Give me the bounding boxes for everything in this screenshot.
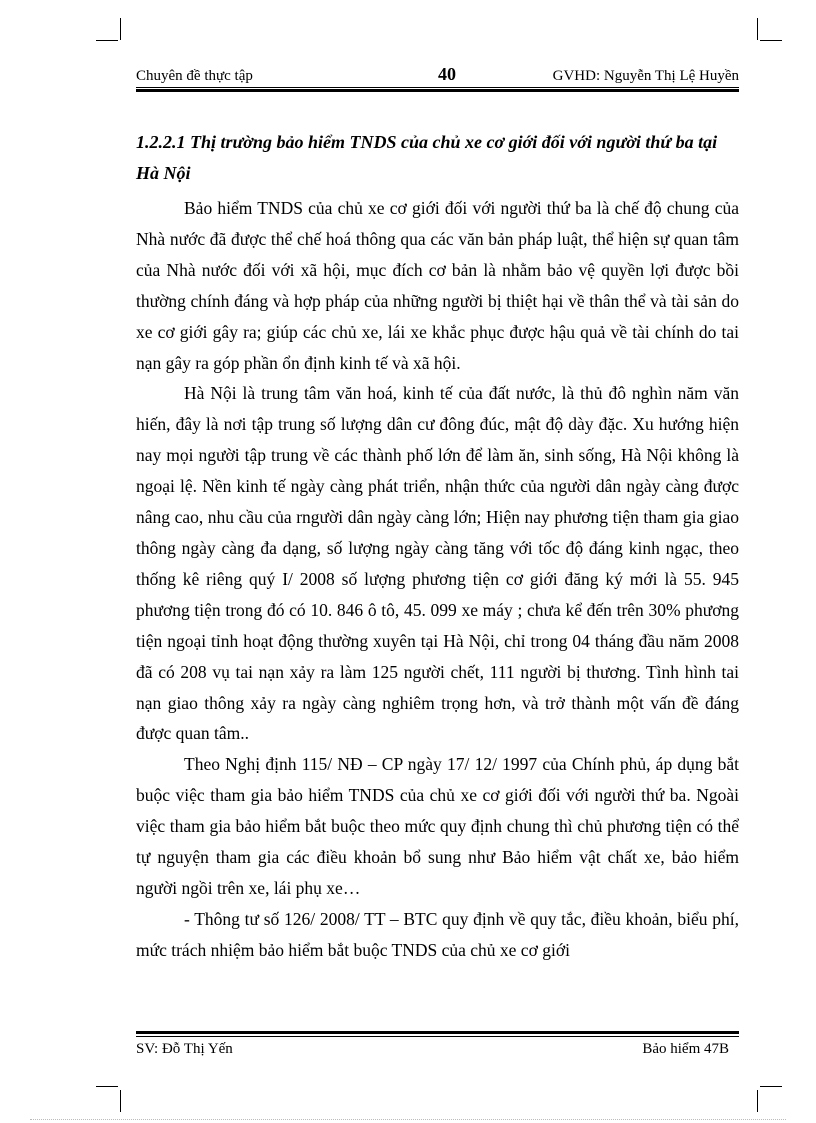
header-supervisor: GVHD: Nguyễn Thị Lệ Huyền bbox=[552, 68, 739, 84]
section-heading: 1.2.2.1 Thị trường bảo hiểm TNDS của chủ xe cơ giới đối với người thứ ba tại Hà Nội bbox=[136, 132, 718, 183]
page-header bbox=[136, 66, 739, 88]
footer-student: SV: Đỗ Thị Yến bbox=[136, 1041, 233, 1057]
paragraph-3: Theo Nghị định 115/ NĐ – CP ngày 17/ 12/ 1997 của Chính phủ, áp dụng bắt buộc việc tham gia bảo hiểm TNDS của chủ xe cơ giới đối với người thứ ba. Ngoài việc tham gia bảo hiểm bắt buộc theo mức quy định chung thì chủ phương tiện có thể tự nguyện tham gia các điều khoản bổ sung như Bảo hiểm vật chất xe, bảo hiểm người ngồi trên xe, lái phụ xe… bbox=[136, 754, 739, 898]
header-rule-thin bbox=[136, 87, 739, 88]
bottom-dotted-line bbox=[30, 1119, 786, 1120]
header-title: Chuyên đề thực tập bbox=[136, 68, 253, 84]
footer-class: Bảo hiểm 47B bbox=[642, 1041, 729, 1057]
crop-mark-bottom-left-v bbox=[120, 1090, 121, 1112]
page-content bbox=[136, 127, 739, 966]
crop-mark-top-left-v bbox=[120, 18, 121, 40]
page-number: 40 bbox=[438, 64, 456, 84]
paragraph-1: Bảo hiểm TNDS của chủ xe cơ giới đối với người thứ ba là chế độ chung của Nhà nước đã được thể chế hoá thông qua các văn bản pháp luật, thể hiện sự quan tâm của Nhà nước đối với xã hội, mục đích cơ bản là nhằm bảo vệ quyền lợi được bồi thường chính đáng và hợp pháp của những người bị thiệt hại về thân thể và tài sản do xe cơ giới gây ra; giúp các chủ xe, lái xe khắc phục được hậu quả về tài chính do tai nạn gây ra góp phần ổn định kinh tế và xã hội. bbox=[136, 198, 739, 373]
paragraph-4: - Thông tư số 126/ 2008/ TT – BTC quy định về quy tắc, điều khoản, biểu phí, mức trách nhiệm bảo hiểm bắt buộc TNDS của chủ xe cơ giới bbox=[136, 908, 739, 960]
footer-rule-thick bbox=[136, 1031, 739, 1034]
footer-rule-thin bbox=[136, 1036, 739, 1037]
crop-mark-top-right-h bbox=[760, 40, 782, 41]
header-rule-thick bbox=[136, 89, 739, 92]
crop-mark-bottom-left-h bbox=[96, 1086, 118, 1087]
crop-mark-bottom-right-h bbox=[760, 1086, 782, 1087]
paragraph-2: Hà Nội là trung tâm văn hoá, kinh tế của đất nước, là thủ đô nghìn năm văn hiến, đây là nơi tập trung số lượng dân cư đông đúc, mật độ dày đặc. Xu hướng hiện nay mọi người tập trung về các thành phố lớn để làm ăn, sinh sống, Hà Nội không là ngoại lệ. Nền kinh tế ngày càng phát triển, nhận thức của người dân ngày càng được nâng cao, nhu cầu của rngười dân ngày càng lớn; Hiện nay phương tiện tham gia giao thông ngày càng đa dạng, số lượng ngày càng tăng với tốc độ đáng kinh ngạc, theo thống kê riêng quý I/ 2008 số lượng phương tiện cơ giới đăng ký mới là 55. 945 phương tiện trong đó có 10. 846 ô tô, 45. 099 xe máy ; chưa kể đến trên 30% phương tiện ngoại tỉnh hoạt động thường xuyên tại Hà Nội, chỉ trong 04 tháng đầu năm 2008 đã có 208 vụ tai nạn xảy ra làm 125 người chết, 111 người bị thương. Tình hình tai nạn giao thông xảy ra ngày càng nghiêm trọng hơn, và trở thành một vấn đề đáng được quan tâm.. bbox=[136, 383, 739, 744]
crop-mark-top-left-h bbox=[96, 40, 118, 41]
page-footer bbox=[136, 1041, 739, 1061]
crop-mark-top-right-v bbox=[757, 18, 758, 40]
crop-mark-bottom-right-v bbox=[757, 1090, 758, 1112]
